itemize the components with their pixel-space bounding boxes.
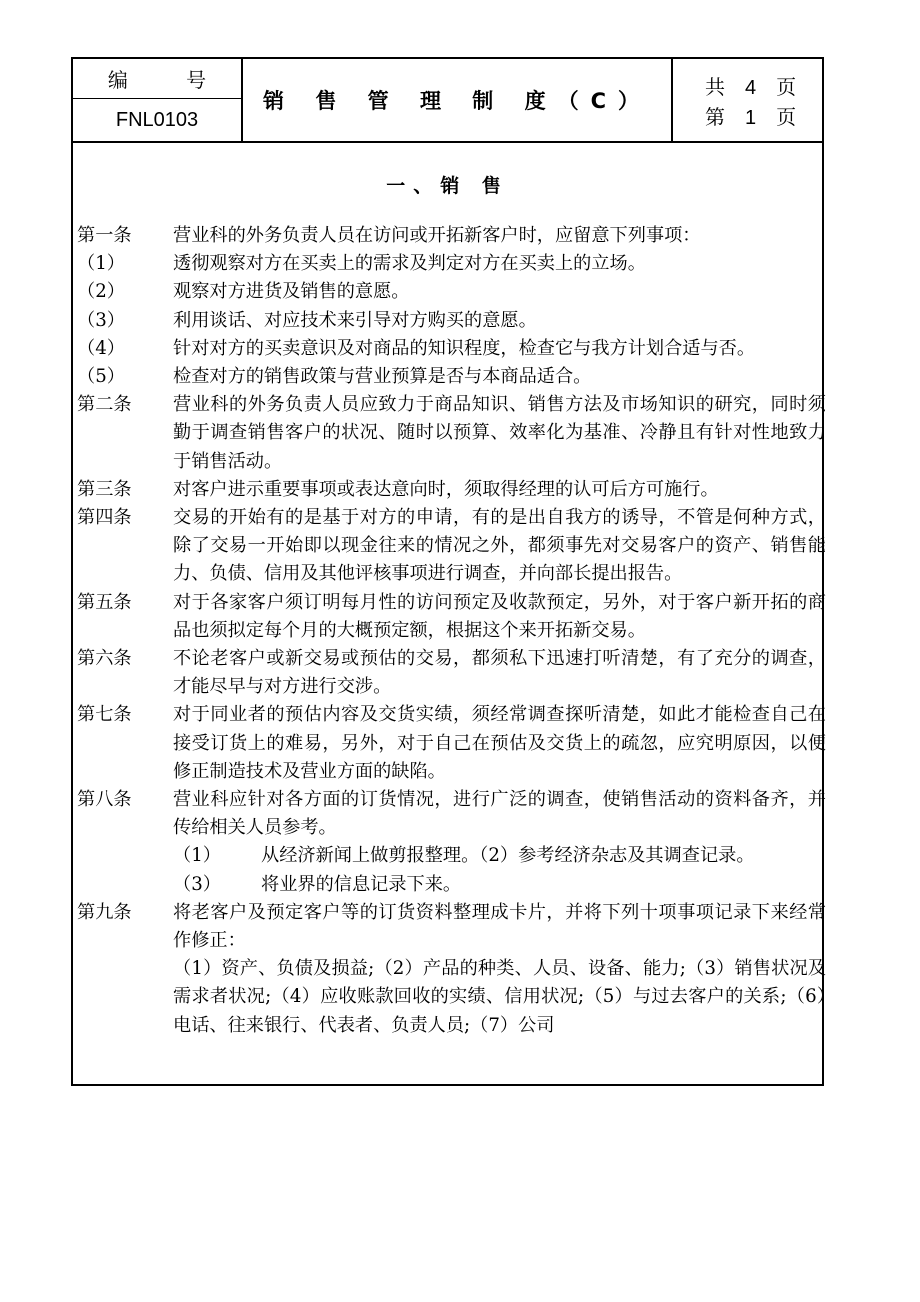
total-prefix: 共	[705, 75, 725, 99]
clause-text: 检查对方的销售政策与营业预算是否与本商品适合。	[173, 366, 592, 388]
item-text: 从经济新闻上做剪报整理。（2）参考经济杂志及其调查记录。	[261, 845, 755, 867]
clause	[77, 899, 826, 955]
clause-item	[77, 335, 826, 363]
clause	[77, 504, 826, 589]
clause-number: 第六条	[77, 648, 132, 670]
current-suffix: 页	[776, 105, 797, 129]
clause-number: 第五条	[77, 591, 132, 613]
clause-text: 透彻观察对方在买卖上的需求及判定对方在买卖上的立场。	[173, 253, 646, 275]
current-page-number: 1	[745, 107, 757, 129]
clause9-detail: （1）资产、负债及损益;（2）产品的种类、人员、设备、能力;（3）销售状况及需求者状况;（4）应收账款回收的实绩、信用状况;（5）与过去客户的关系;（6）电话、往来银行、代表者、负责人员;（7）公司	[173, 958, 826, 1036]
clause-number: 第八条	[77, 789, 132, 811]
clause-text: 营业科的外务负责人员应致力于商品知识、销售方法及市场知识的研究，同时须勤于调查销售客户的状况、随时以预算、效率化为基准、冷静且有针对性地致力于销售活动。	[173, 394, 826, 472]
clause-number: 第一条	[77, 225, 132, 246]
clause-text: 营业科的外务负责人员在访问或开拓新客户时，应留意下列事项：	[173, 225, 701, 246]
clause-text: 针对对方的买卖意识及对商品的知识程度，检查它与我方计划合适与否。	[173, 337, 756, 359]
clause	[77, 476, 826, 504]
clause-number: （3）	[77, 309, 125, 331]
clause-number: 第二条	[77, 394, 132, 416]
document-header	[73, 59, 822, 143]
clause-number: 第四条	[77, 507, 132, 529]
total-pages-number: 4	[745, 77, 757, 99]
clause	[77, 222, 826, 250]
clause8-item	[77, 871, 826, 899]
clause-number: 第三条	[77, 478, 132, 500]
clause-number: （2）	[77, 281, 125, 303]
clause-number: （4）	[77, 337, 125, 359]
clause-text: 对于同业者的预估内容及交货实绩，须经常调查探听清楚，如此才能检查自己在接受订货上的难易，另外，对于自己在预估及交货上的疏忽，应究明原因，以便修正制造技术及营业方面的缺陷。	[173, 704, 826, 782]
clause-text: 营业科应针对各方面的订货情况，进行广泛的调查，使销售活动的资料备齐，并传给相关人员参考。	[173, 789, 826, 839]
code-label: 编 号	[73, 59, 241, 99]
item-label: （3）	[173, 873, 221, 895]
clause	[77, 701, 826, 786]
clause8-item	[77, 842, 826, 870]
total-suffix: 页	[776, 75, 797, 99]
clause-number: 第七条	[77, 704, 132, 726]
header-divider	[671, 59, 673, 141]
clause-number: （1）	[77, 253, 125, 275]
clause-text: 利用谈话、对应技术来引导对方购买的意愿。	[173, 309, 537, 331]
document-frame	[71, 57, 824, 1086]
item-label: （1）	[173, 845, 221, 867]
clause	[77, 645, 826, 701]
current-page	[705, 101, 796, 130]
code-value: FNL0103	[115, 108, 199, 131]
clause-text: 不论老客户或新交易或预估的交易，都须私下迅速打听清楚，有了充分的调查，才能尽早与对方进行交涉。	[173, 648, 826, 698]
clause-item	[77, 363, 826, 391]
clause-text: 观察对方进货及销售的意愿。	[173, 281, 410, 303]
clause-text: 对于各家客户须订明每月性的访问预定及收款预定，另外，对于客户新开拓的商品也须拟定每个月的大概预定额，根据这个来开拓新交易。	[173, 591, 826, 641]
item-text: 将业界的信息记录下来。	[261, 873, 462, 895]
clause-item	[77, 250, 826, 278]
total-pages	[705, 71, 796, 100]
clause	[77, 786, 826, 842]
current-prefix: 第	[705, 105, 725, 129]
clause-number: 第九条	[77, 901, 132, 923]
clause	[77, 391, 826, 476]
clause-text: 将老客户及预定客户等的订货资料整理成卡片，并将下列十项事项记录下来经常作修正：	[173, 901, 826, 952]
clause-text: 对客户进示重要事项或表达意向时，须取得经理的认可后方可施行。	[173, 478, 719, 500]
document-body	[77, 222, 826, 1040]
document-title: 销 售 管 理 制 度（C）	[263, 89, 651, 113]
clause-item	[77, 307, 826, 335]
clause-text: 交易的开始有的是基于对方的申请，有的是出自我方的诱导，不管是何种方式，除了交易一开始即以现金往来的情况之外，都须事先对交易客户的资产、销售能力、负债、信用及其他评核事项进行调查，并向部长提出报告。	[173, 507, 826, 585]
section-title: 一、销 售	[386, 175, 509, 197]
clause-item	[77, 278, 826, 306]
clause-number: （5）	[77, 366, 125, 388]
clause	[77, 589, 826, 645]
